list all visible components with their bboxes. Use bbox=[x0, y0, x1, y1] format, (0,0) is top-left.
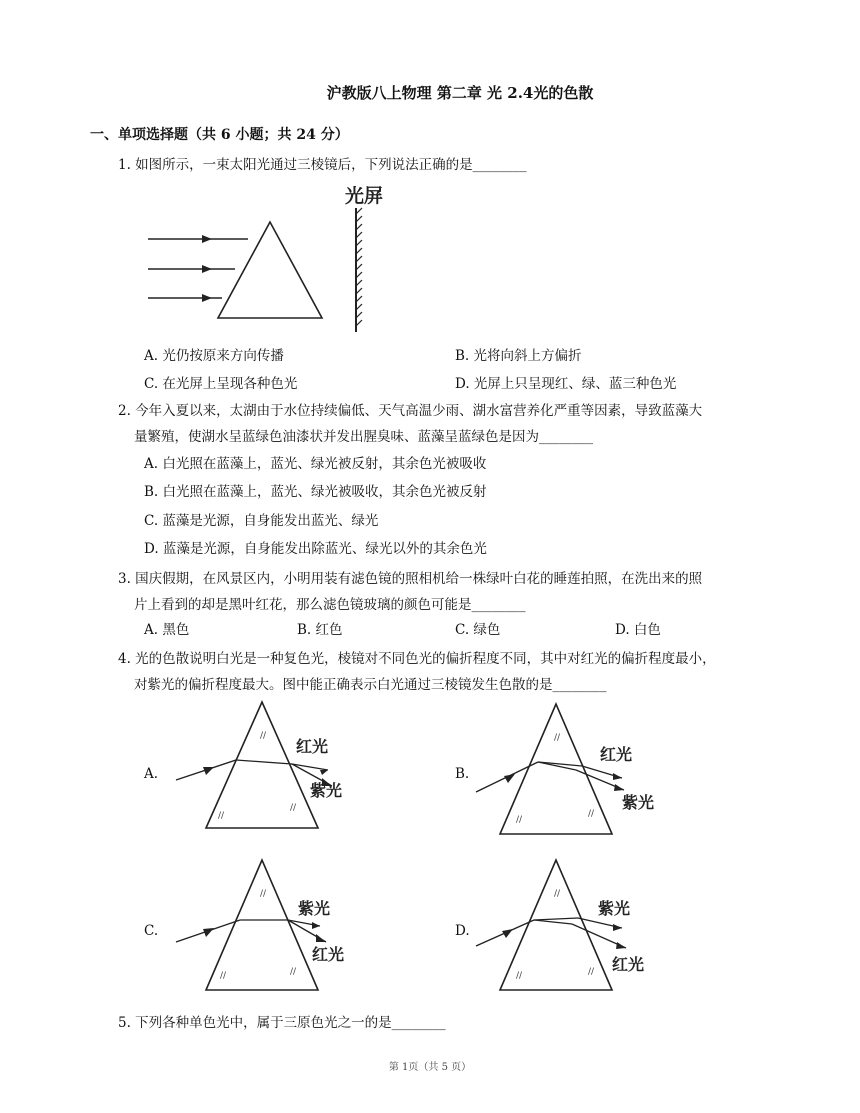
q2-option-c: C. 蓝藻是光源，自身能发出蓝光、绿光 bbox=[144, 513, 379, 529]
q3-option-b: B. 红色 bbox=[297, 622, 343, 638]
q2-option-a: A. 白光照在蓝藻上，蓝光、绿光被反射，其余色光被吸收 bbox=[144, 456, 487, 472]
question-3-stem: 3. 国庆假期，在风景区内，小明用装有滤色镜的照相机给一株绿叶白花的睡莲拍照，在洗出来的照 bbox=[118, 571, 703, 587]
svg-text://: // bbox=[516, 815, 523, 825]
question-4-stem: 4. 光的色散说明白光是一种复色光，棱镜对不同色光的偏折程度不同，其中对红光的偏折程度最小， bbox=[118, 651, 716, 667]
q3-option-a: A. 黑色 bbox=[144, 622, 190, 638]
q4-diagram-c bbox=[170, 856, 390, 996]
violet-light-label: 紫光 bbox=[598, 899, 631, 918]
violet-light-label: 紫光 bbox=[310, 781, 343, 800]
q1-option-d: D. 光屏上只呈现红、绿、蓝三种色光 bbox=[455, 376, 677, 392]
red-light-label: 红光 bbox=[312, 945, 345, 964]
violet-light-label: 紫光 bbox=[298, 899, 331, 918]
red-light-label: 红光 bbox=[600, 745, 633, 764]
question-1-stem: 1. 如图所示，一束太阳光通过三棱镜后，下列说法正确的是________ bbox=[118, 157, 527, 173]
q1-prism-diagram bbox=[140, 180, 400, 340]
svg-text://: // bbox=[516, 971, 523, 981]
question-3-stem-cont: 片上看到的却是黑叶红花，那么滤色镜玻璃的颜色可能是________ bbox=[134, 597, 526, 613]
q4-option-d-letter: D. bbox=[455, 923, 470, 939]
svg-text://: // bbox=[290, 803, 297, 813]
svg-text://: // bbox=[554, 733, 561, 743]
svg-text://: // bbox=[218, 811, 225, 821]
q4-option-b-letter: B. bbox=[455, 766, 470, 782]
question-2-stem-cont: 量繁殖，使湖水呈蓝绿色油漆状并发出腥臭味、蓝藻呈蓝绿色是因为________ bbox=[134, 429, 593, 445]
question-4-stem-cont: 对紫光的偏折程度最大。图中能正确表示白光通过三棱镜发生色散的是________ bbox=[134, 677, 607, 693]
q2-option-d: D. 蓝藻是光源，自身能发出除蓝光、绿光以外的其余色光 bbox=[144, 541, 487, 557]
q4-diagram-d bbox=[472, 856, 692, 996]
svg-text://: // bbox=[220, 971, 227, 981]
svg-text://: // bbox=[290, 967, 297, 977]
svg-text://: // bbox=[554, 889, 561, 899]
svg-text://: // bbox=[260, 889, 267, 899]
page-title: 沪教版八上物理 第二章 光 2.4光的色散 bbox=[326, 84, 594, 102]
svg-text://: // bbox=[260, 731, 267, 741]
screen-label: 光屏 bbox=[345, 185, 384, 207]
violet-light-label: 紫光 bbox=[622, 793, 655, 812]
question-2-stem: 2. 今年入夏以来，太湖由于水位持续偏低、天气高温少雨、湖水富营养化严重等因素，导致蓝藻大 bbox=[118, 403, 703, 419]
q4-option-c-letter: C. bbox=[144, 923, 159, 939]
q1-option-c: C. 在光屏上呈现各种色光 bbox=[144, 376, 298, 392]
q1-option-a: A. 光仍按原来方向传播 bbox=[144, 348, 284, 364]
q1-option-b: B. 光将向斜上方偏折 bbox=[455, 348, 582, 364]
question-5-stem: 5. 下列各种单色光中，属于三原色光之一的是________ bbox=[118, 1015, 446, 1031]
svg-text://: // bbox=[588, 809, 595, 819]
q4-option-a-letter: A. bbox=[144, 766, 159, 782]
prism-shape bbox=[218, 222, 322, 318]
svg-text://: // bbox=[588, 967, 595, 977]
q3-option-c: C. 绿色 bbox=[455, 622, 501, 638]
q3-option-d: D. 白色 bbox=[615, 622, 661, 638]
page-footer: 第 1页（共 5 页） bbox=[388, 1062, 472, 1073]
q4-diagram-a bbox=[170, 698, 390, 833]
q2-option-b: B. 白光照在蓝藻上，蓝光、绿光被吸收，其余色光被反射 bbox=[144, 484, 487, 500]
q4-diagram-b bbox=[472, 700, 692, 840]
red-light-label: 红光 bbox=[612, 955, 645, 974]
red-light-label: 红光 bbox=[296, 737, 329, 756]
section-heading: 一、单项选择题（共 6 小题；共 24 分） bbox=[90, 127, 349, 143]
